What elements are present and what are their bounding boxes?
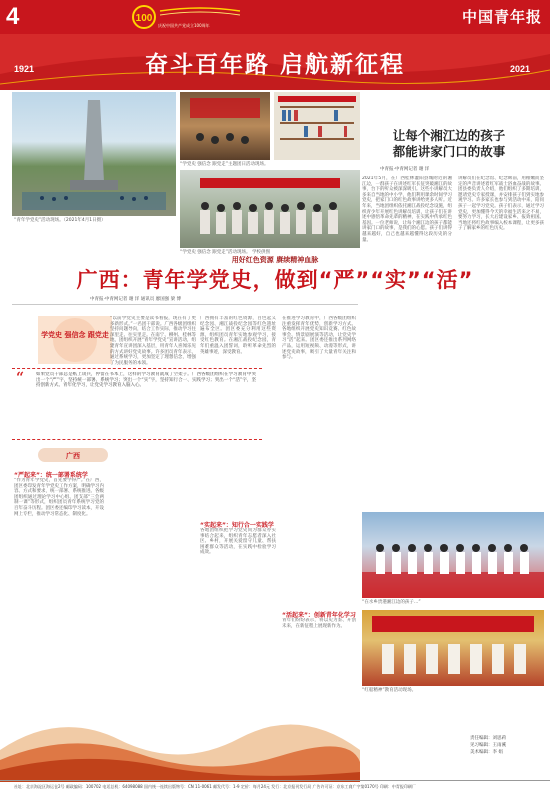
monument-illustration bbox=[12, 92, 176, 216]
kids-stage-illustration bbox=[362, 512, 544, 598]
page-number: 4 bbox=[6, 3, 20, 30]
year-right: 2021 bbox=[510, 64, 531, 74]
masthead-bar bbox=[0, 0, 550, 34]
bookshelf-illustration bbox=[274, 92, 360, 160]
photo-meeting bbox=[180, 92, 270, 160]
svg-text:100: 100 bbox=[135, 13, 153, 24]
performance-illustration bbox=[362, 610, 544, 686]
section-heading-3: “活起来”：创新青年化学习 bbox=[282, 612, 356, 619]
photo-youth-group bbox=[180, 170, 360, 248]
right-article-body-col1: 2021年5月，在广西桂林灌阳县城附近的湘江边，一群孩子在讲述红军长征突破湘江的故事，台下的听众被深深吸引。这些小讲解员大多来自当地的中小学，他们利用课余时间学习党史，把家门口的红色故事讲给更多人听。近年来，当地团组织依托湘江战役纪念设施，组织青少年开展红色讲解员培训，让孩子们在讲述中感悟革命先辈的精神，在实践中传承红色基因。一位老师说，让每个湘江边的孩子都能讲家门口的故事，是我们的心愿。孩子们讲得越来越好，自己也越来越懂得这段历史的分量。 bbox=[362, 176, 452, 243]
main-body-col5: 在推进学习教育中，广西各级团组织注重发挥青年优势，创新学习方式。各地组织开展党史知识竞赛、红色故事会、情景剧展演等活动，让党史学习“活”起来。团区委还推出系列网络产品，运用短视频、动漫等形式，讲述党史故事，吸引了大量青年关注和参与。 bbox=[282, 316, 356, 361]
pull-quote-icon bbox=[38, 316, 112, 364]
photo1-caption: “青年学党史”活动现场。（2021年4月1日摄） bbox=[14, 218, 106, 223]
photo5-caption: “红船精神”教育活动现场。 bbox=[362, 688, 417, 693]
main-body-col2: “以前学党史主要是读书看报，现在有了更多新形式。”一名团干部说。广西各级团组织坚持问题导向，结合工作实际，推动学习往深里走、往实里走。在南宁、柳州、桂林等地，团组织开展“青年学党史”宣讲活动，组建青年宣讲团深入基层，用青年人喜闻乐见的方式讲好党史故事。许多团员青年表示，通过系统学习，更加坚定了理想信念，增强了为民服务的本领。 bbox=[110, 316, 196, 366]
guangxi-badge-icon bbox=[38, 446, 108, 464]
wave-decoration bbox=[0, 690, 550, 782]
main-body-col1: “作为青年学党史，首先要学得严。”在广西，团区委印发青年学党史工作方案，明确学习内容、方式和要求，统一部署、系统推进。各级团组织通过理论学习中心组、团支部“三会两制一课”等形式，组织团员青年系统学习党的百年奋斗历程。团区委还编印学习读本，开设网上专栏，推动学习常态化、制度化。 bbox=[14, 478, 104, 517]
footer: 社址：北京海淀区海运仓2号 邮政编码：100702 电话总机：64098088 国内统一连续出版物号：CN 11-0061 邮发代号：1-9 定价：每月24元 发行：北京报刊发行局 广告许可证：京东工商广字第0170号 印刷：中青报印刷厂 bbox=[0, 780, 550, 792]
section-heading-2: “实起来”：知行合一实践学 bbox=[200, 522, 274, 529]
editor-credits bbox=[470, 735, 506, 756]
editor-line-1: 责任编辑：刘思莉 bbox=[470, 736, 506, 741]
main-headline: 广西：青年学党史，做到“严”“实”“活” bbox=[76, 268, 474, 292]
lead-paragraph: 如果党员干部总是纸上谈兵，停留在书本上，这样的学习教育就成了空架子。广西各级团组织在学习教育中突出一个“严”字，坚持统一部署、系统学习；突出一个“实”字，坚持知行合一、实践学习；突出一个“活”字，坚持创新方式、青年化学习，让党史学习教育入脑入心。 bbox=[36, 372, 256, 389]
photo-kids-stage bbox=[362, 512, 544, 598]
right-title-line1: 让每个湘江边的孩子 bbox=[392, 128, 506, 143]
divider bbox=[12, 304, 358, 305]
paper-name: 中国青年报 bbox=[461, 8, 542, 26]
meeting-illustration bbox=[180, 92, 270, 160]
main-body-col3: 广西拥有丰富的红色资源，百色起义纪念园、湘江战役纪念园等红色遗址遍布全区。团区委充分利用这些资源，组织团员青年实地参观学习，接受红色教育。在湘江战役纪念园，青年们重温入团誓词，聆听革命先烈的英雄事迹，深受教育。 bbox=[200, 316, 276, 355]
main-byline: 中青报·中青网记者 谢 洋 通讯员 廖国强 梁 博 bbox=[90, 297, 182, 302]
photo2-caption: “学党史 强信念 跟党走”主题团日活动现场。 bbox=[180, 162, 269, 167]
pull-quote-graphic bbox=[38, 316, 112, 364]
main-body-col4: 各地团组织把学习党史同为群众办实事结合起来，组织青年志愿者深入社区、乡村，开展关爱留守儿童、帮扶困难群众等活动，在实践中检验学习成效。 bbox=[200, 528, 276, 556]
right-article-body-col2: 讲解员们在纪念馆、纪念碑前，用稚嫩而坚定的声音讲述着红军战士浴血奋战的故事。团县委负责人介绍，他们组织了多期培训，邀请党史专家授课，并安排孩子们到实地参观学习。许多家长也参与到活动中来，陪同孩子一起学习党史。孩子们表示，通过学习党史，更加懂得今天的幸福生活来之不易，要努力学习，长大后建设家乡、报效祖国。当地还将红色故事编入校本课程，让更多孩子了解家乡的红色历史。 bbox=[458, 176, 544, 232]
pull-quote-text: 学党史 强信念 跟党走 bbox=[41, 331, 109, 339]
editor-line-2: 见习编辑：王雨溪 bbox=[470, 743, 506, 748]
photo4-caption: “在水乡贵港湘江边的孩子…” bbox=[362, 600, 421, 605]
main-subtitle: 用好红色资源 赓续精神血脉 bbox=[231, 256, 319, 264]
right-article-title bbox=[354, 128, 544, 160]
section-heading-1: “严起来”：统一部署系统学 bbox=[14, 472, 88, 479]
photo-monument bbox=[12, 92, 176, 216]
editor-line-3: 美术编辑：李 娟 bbox=[470, 750, 503, 755]
right-title-line2: 都能讲家门口的故事 bbox=[392, 144, 506, 159]
photo-bookshelf bbox=[274, 92, 360, 160]
right-article-byline: 中青报·中青网记者 谢 洋 bbox=[380, 167, 430, 172]
youth-group-illustration bbox=[180, 170, 360, 248]
photo-performance bbox=[362, 610, 544, 686]
year-left: 1921 bbox=[14, 64, 35, 74]
banner-title: 奋斗百年路 启航新征程 bbox=[144, 52, 405, 78]
main-body-col6: 青年们纷纷表示，将以史为鉴、开创未来，在新征程上展现新作为。 bbox=[282, 618, 356, 629]
svg-text:广西: 广西 bbox=[66, 452, 80, 460]
logo-caption: 庆祝中国共产党成立100周年 bbox=[158, 23, 210, 28]
quote-mark-icon: “ bbox=[16, 370, 25, 386]
photo3-caption: “学党史 强信念 跟党走”活动现场。 学校供图 bbox=[180, 250, 270, 255]
